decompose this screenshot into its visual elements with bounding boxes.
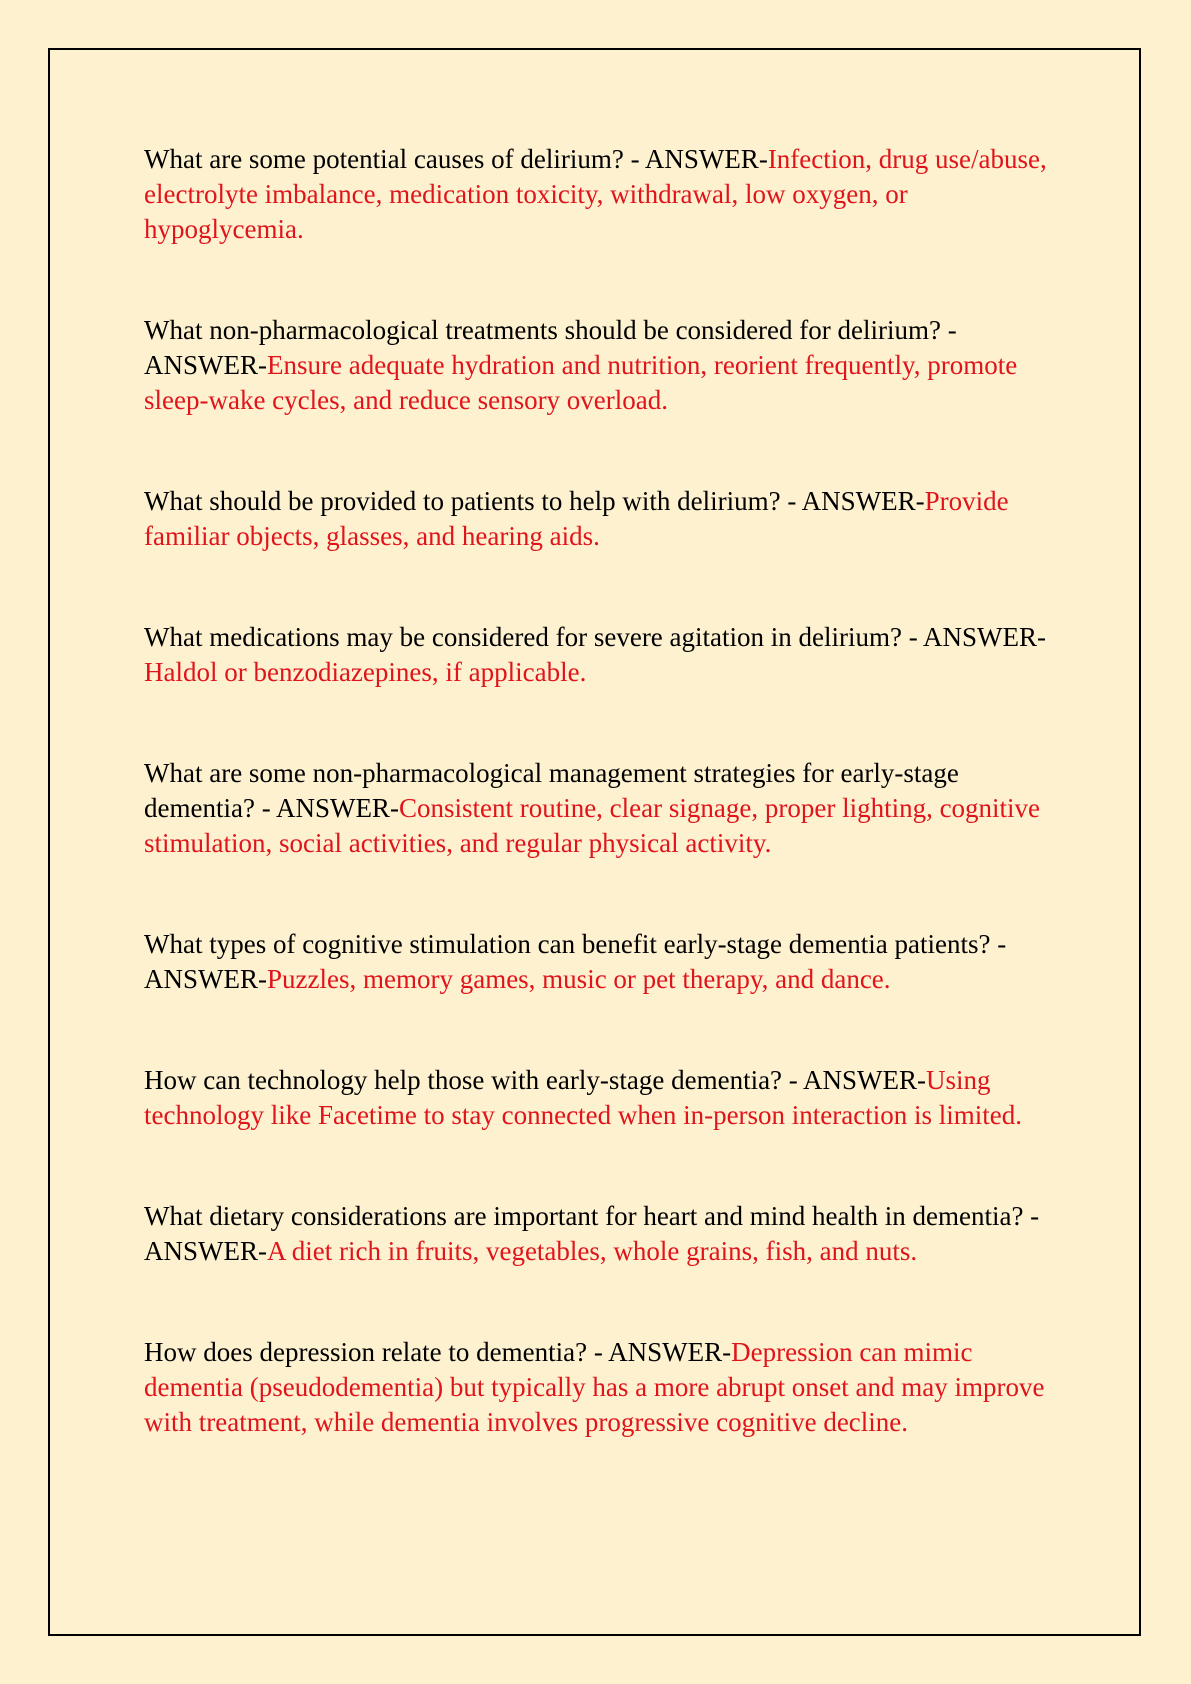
question-text: What dietary considerations are important for heart and mind health in dementia? - ANSWER- — [144, 1201, 1040, 1266]
question-text: What types of cognitive stimulation can benefit early-stage dementia patients? - ANSWER- — [144, 929, 1007, 994]
answer-text: Provide familiar objects, glasses, and hearing aids. — [144, 486, 1009, 551]
qa-item-delirium-nonpharm — [144, 313, 1064, 418]
answer-text: Ensure adequate hydration and nutrition, reorient frequently, promote sleep-wake cycles, and reduce sensory overload. — [144, 350, 1018, 415]
qa-item-delirium-provide — [144, 484, 1064, 554]
answer-text: Consistent routine, clear signage, proper lighting, cognitive stimulation, social activities, and regular physical activity. — [144, 793, 1041, 858]
answer-text: Haldol or benzodiazepines, if applicable. — [144, 657, 587, 687]
answer-text: Infection, drug use/abuse, electrolyte imbalance, medication toxicity, withdrawal, low oxygen, or hypoglycemia. — [144, 144, 1047, 244]
qa-item-depression-dementia — [144, 1335, 1064, 1440]
question-text: What medications may be considered for severe agitation in delirium? - ANSWER- — [144, 622, 1046, 652]
answer-text: Using technology like Facetime to stay connected when in-person interaction is limited. — [144, 1065, 1023, 1130]
qa-item-delirium-causes — [144, 142, 1064, 247]
answer-text: Puzzles, memory games, music or pet therapy, and dance. — [267, 964, 891, 994]
answer-text: Depression can mimic dementia (pseudodementia) but typically has a more abrupt onset and may improve with treatment, while dementia involves progressive cognitive decline. — [144, 1337, 1045, 1437]
question-text: How does depression relate to dementia? - ANSWER- — [144, 1337, 732, 1367]
question-text: What non-pharmacological treatments should be considered for delirium? - ANSWER- — [144, 315, 957, 380]
qa-item-dementia-diet — [144, 1199, 1064, 1269]
answer-text: A diet rich in fruits, vegetables, whole grains, fish, and nuts. — [267, 1236, 918, 1266]
qa-item-dementia-stimulation — [144, 927, 1064, 997]
question-text: What are some potential causes of delirium? - ANSWER- — [144, 144, 768, 174]
question-text: What are some non-pharmacological management strategies for early-stage dementia? - ANSWER- — [144, 758, 959, 823]
qa-item-dementia-technology — [144, 1063, 1064, 1133]
qa-item-delirium-medications — [144, 620, 1064, 690]
qa-list — [144, 142, 1064, 1440]
question-text: How can technology help those with early-stage dementia? - ANSWER- — [144, 1065, 927, 1095]
qa-item-dementia-strategies — [144, 756, 1064, 861]
question-text: What should be provided to patients to help with delirium? - ANSWER- — [144, 486, 925, 516]
